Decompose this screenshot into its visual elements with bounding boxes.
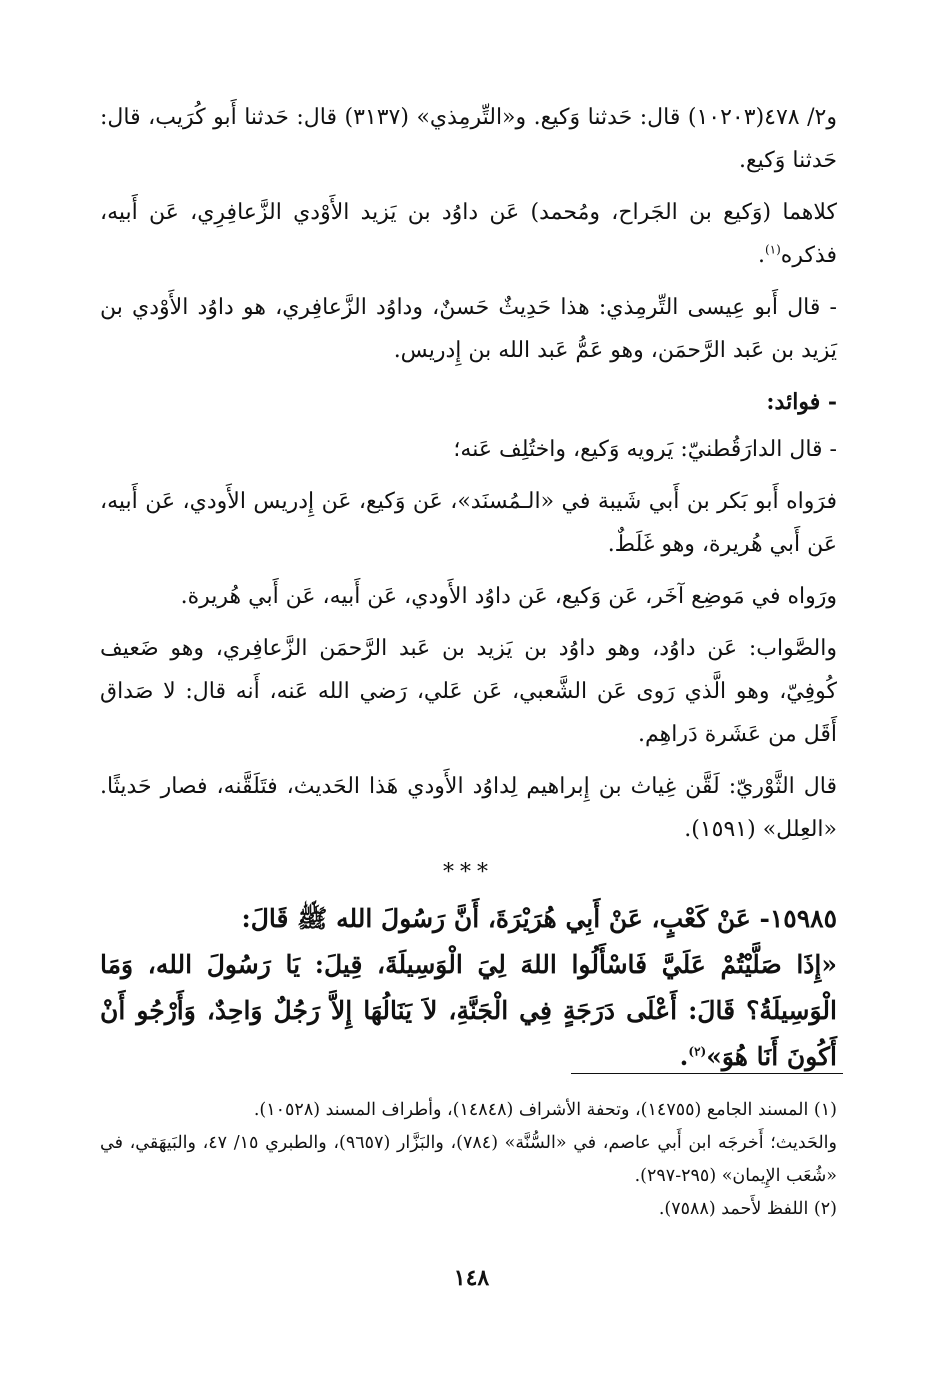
paragraph-2: كلاهما (وَكيع بن الجَراح، ومُحمد) عَن داوُد بن يَزيد الأَوْدي الزَّعافِرِي، عَن أَبيه، فذكره$^{(١)}$. <box>100 200 837 268</box>
hadith-text: «إِذَا صَلَّيْتُمْ عَلَيَّ فَاسْأَلُوا اللهَ لِيَ الْوَسِيلَةَ، قِيلَ: يَا رَسُولَ الله، وَمَا الْوَسِيلَةُ؟ قَالَ: أَعْلَى دَرَجَةٍ فِي الْجَنَّةِ، لاَ يَنَالُهَا إِلاَّ رَجُلٌ وَاحِدٌ، وَأَرْجُو أَنْ أَكُونَ أَنَا هُوَ»$^{(٢)}$. <box>100 950 837 1071</box>
section-separator: *** <box>443 860 494 885</box>
fawaid-heading: - فوائد: <box>766 389 837 415</box>
paragraph-6: ورَواه في مَوضِع آخَر، عَن وَكيع، عَن داوُد الأَودي، عَن أَبيه، عَن أَبي هُريرة. <box>180 584 837 609</box>
footnote-1: (١) المسند الجامع (١٤٧٥٥)، وتحفة الأشراف (١٤٨٤٨)، وأطراف المسند (١٠٥٢٨). <box>253 1100 837 1120</box>
page-body <box>100 96 837 1080</box>
footnote-ref-1[interactable]: (١) <box>764 242 781 257</box>
hadith-text-body: «إِذَا صَلَّيْتُمْ عَلَيَّ فَاسْأَلُوا اللهَ لِيَ الْوَسِيلَةَ، قِيلَ: يَا رَسُولَ الله، وَمَا الْوَسِيلَةُ؟ قَالَ: أَعْلَى دَرَجَةٍ فِي الْجَنَّةِ، لاَ يَنَالُهَا إِلاَّ رَجُلٌ وَاحِدٌ، وَأَرْجُو أَنْ أَكُونَ أَنَا هُوَ» <box>100 950 837 1071</box>
footnote-divider <box>571 1073 843 1074</box>
paragraph-8: قال الثَّوْريّ: لَقَّن غِياث بن إِبراهيم لِداوُد الأَودي هَذا الحَديث، فتَلَقَّنه، فصار حَديثًا. «العِلل» (١٥٩١). <box>100 774 837 842</box>
paragraph-2-text: كلاهما (وَكيع بن الجَراح، ومُحمد) عَن داوُد بن يَزيد الأَوْدي الزَّعافِرِي، عَن أَبيه، فذكره <box>100 200 837 268</box>
paragraph-7: والصَّواب: عَن داوُد، وهو داوُد بن يَزيد بن عَبد الرَّحمَن الزَّعافِري، وهو ضَعيف كُوفِيّ، وهو الَّذي رَوى عَن الشَّعبي، عَن عَلي، رَضي الله عَنه، أَنه قال: لا صَداق أَقَل من عَشَرة دَراهِم. <box>100 636 837 747</box>
paragraph-5: فرَواه أَبو بَكر بن أَبي شَيبة في «الـمُسنَد»، عَن وَكيع، عَن إِدريس الأَودي، عَن أَبيه، عَن أَبي هُريرة، وهو غَلَطٌ. <box>100 489 837 557</box>
footnotes <box>100 1094 837 1226</box>
hadith-heading: ١٥٩٨٥- عَنْ كَعْبٍ، عَنْ أَبِي هُرَيْرَةَ، أَنَّ رَسُولَ الله ﷺ قَالَ: <box>241 904 837 933</box>
footnote-ref-2[interactable]: (٢) <box>688 1044 707 1059</box>
page-number: ١٤٨ <box>453 1265 490 1291</box>
paragraph-1: و٢/ ٤٧٨(١٠٢٠٣) قال: حَدثنا وَكيع. و«التِّرمِذي» (٣١٣٧) قال: حَدثنا أَبو كُرَيب، قال: حَدثنا وَكيع. <box>100 105 837 173</box>
footnote-2: (٢) اللفظ لأَحمد (٧٥٨٨). <box>658 1199 837 1219</box>
footnote-1-continued: والحَديث؛ أَخرجَه ابن أَبي عاصم، في «السُّنَّة» (٧٨٤)، والبَزَّار (٩٦٥٧)، والطبري ١٥/ ٤٧، والبَيهَقي، في «شُعَب الإِيمان» (٢٩٥-٢٩٧). <box>100 1133 837 1186</box>
paragraph-4: - قال الدارَقُطنيّ: يَرويه وَكيع، واختُلِف عَنه؛ <box>453 437 837 462</box>
paragraph-3: - قال أَبو عِيسى التِّرمِذي: هذا حَدِيثٌ حَسنٌ، وداوُد الزَّعافِري، هو داوُد الأَوْدي بن يَزيد بن عَبد الرَّحمَن، وهو عَمُّ عَبد الله بن إِدريس. <box>100 295 837 363</box>
